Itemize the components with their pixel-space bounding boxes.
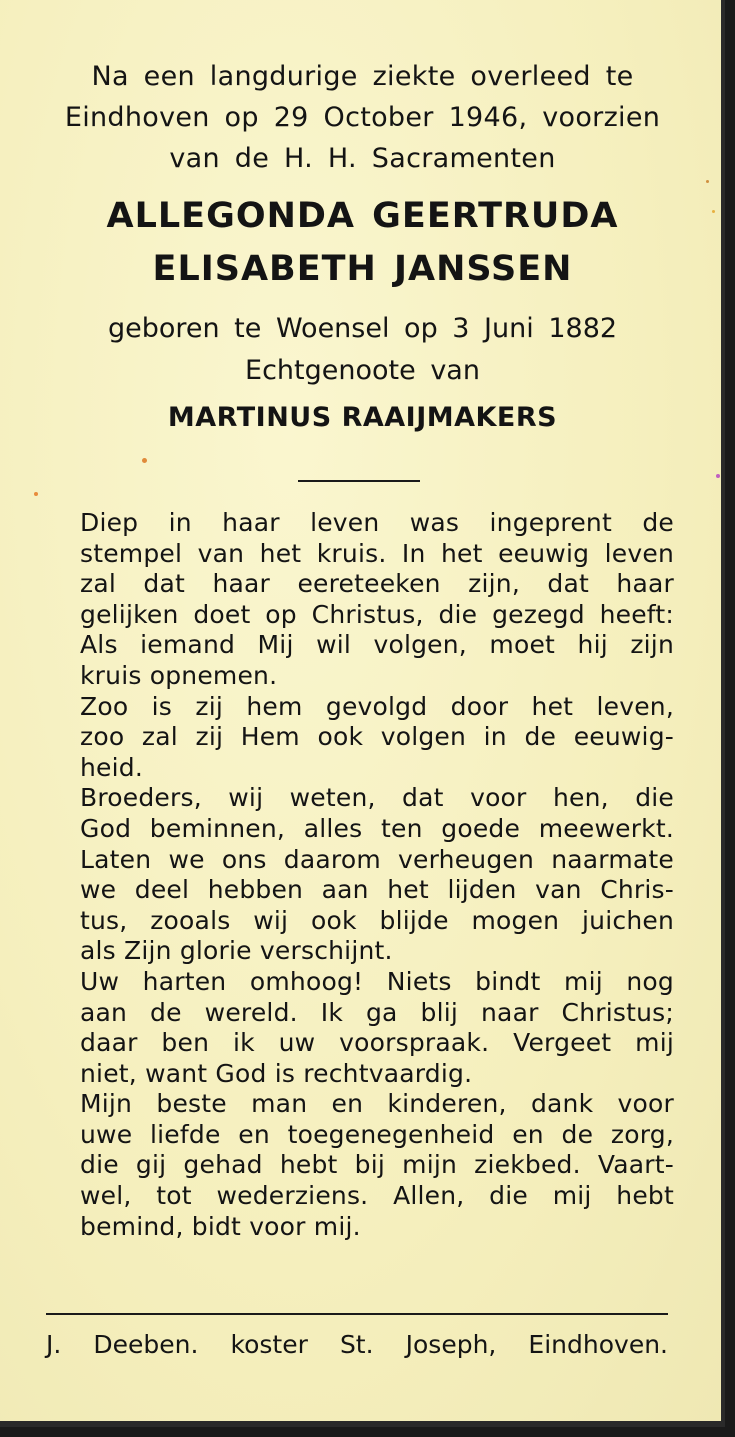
announcement-line: van de H. H. Sacramenten [169,143,556,174]
death-announcement [0,56,725,179]
text-line: die gij gehad hebt bij mijn ziekbed. Vaart- [80,1150,674,1180]
text-line: niet, want God is rechtvaardig. [80,1058,473,1088]
text-line: Mijn beste man en kinderen, dank voor [80,1089,674,1119]
spouse-label: Echtgenoote van [245,355,480,386]
text-line: tus, zooals wij ook blijde mogen juichen [80,905,674,935]
deceased-name-line: ELISABETH JANSSEN [152,249,573,289]
text-line: Als iemand Mij wil volgen, moet hij zijn [80,630,674,660]
text-line: aan de wereld. Ik ga blij naar Christus; [80,997,674,1027]
text-line: Broeders, wij weten, dat voor hen, die [80,783,674,813]
text-line: daar ben ik uw voorspraak. Vergeet mij [80,1028,674,1058]
text-line: als Zijn glorie verschijnt. [80,936,393,966]
deceased-name-line: ALLEGONDA GEERTRUDA [106,196,619,236]
deceased-name [0,190,725,296]
paragraph [46,967,674,1089]
paragraph [46,1089,674,1242]
announcement-line: Eindhoven op 29 October 1946, voorzien [64,102,661,133]
text-line: gelijken doet op Christus, die gezegd heeft: [80,599,674,629]
paper-speck [142,458,147,463]
paper-speck [716,474,720,478]
memorial-text [46,508,674,1242]
text-line: Laten we ons daarom verheugen naarmate [80,844,674,874]
text-line: kruis opnemen. [80,660,278,690]
husband-name: MARTINUS RAAIJMAKERS [167,402,558,433]
text-line: heid. [80,752,143,782]
paper-speck [712,210,715,213]
text-line: stempel van het kruis. In het eeuwig leven [80,538,674,568]
paper-speck [34,492,38,496]
text-line: Uw harten omhoog! Niets bindt mij nog [80,966,674,996]
text-line: Zoo is zij hem gevolgd door het leven, [80,691,674,721]
printer-credit: J. Deeben. koster St. Joseph, Eindhoven. [46,1330,668,1359]
text-line: Diep in haar leven was ingeprent de [80,508,674,537]
text-line: zoo zal zij Hem ook volgen in de eeuwig- [80,722,674,752]
text-line: uwe liefde en toegenegenheid en de zorg, [80,1119,674,1149]
birth-info [0,308,725,392]
paragraph [46,692,674,784]
text-line: bemind, bidt voor mij. [80,1211,361,1241]
text-line: zal dat haar eereteeken zijn, dat haar [80,569,674,599]
divider-long [46,1313,668,1315]
divider-short [298,480,420,482]
paragraph [46,508,674,692]
text-line: wel, tot wederziens. Allen, die mij hebt [80,1181,674,1211]
birth-line: geboren te Woensel op 3 Juni 1882 [107,313,618,344]
paragraph [46,783,674,967]
text-line: God beminnen, alles ten goede meewerkt. [80,813,674,843]
text-line: we deel hebben aan het lijden van Chris- [80,875,674,905]
announcement-line: Na een langdurige ziekte overleed te [91,61,634,92]
paper-speck [706,180,709,183]
